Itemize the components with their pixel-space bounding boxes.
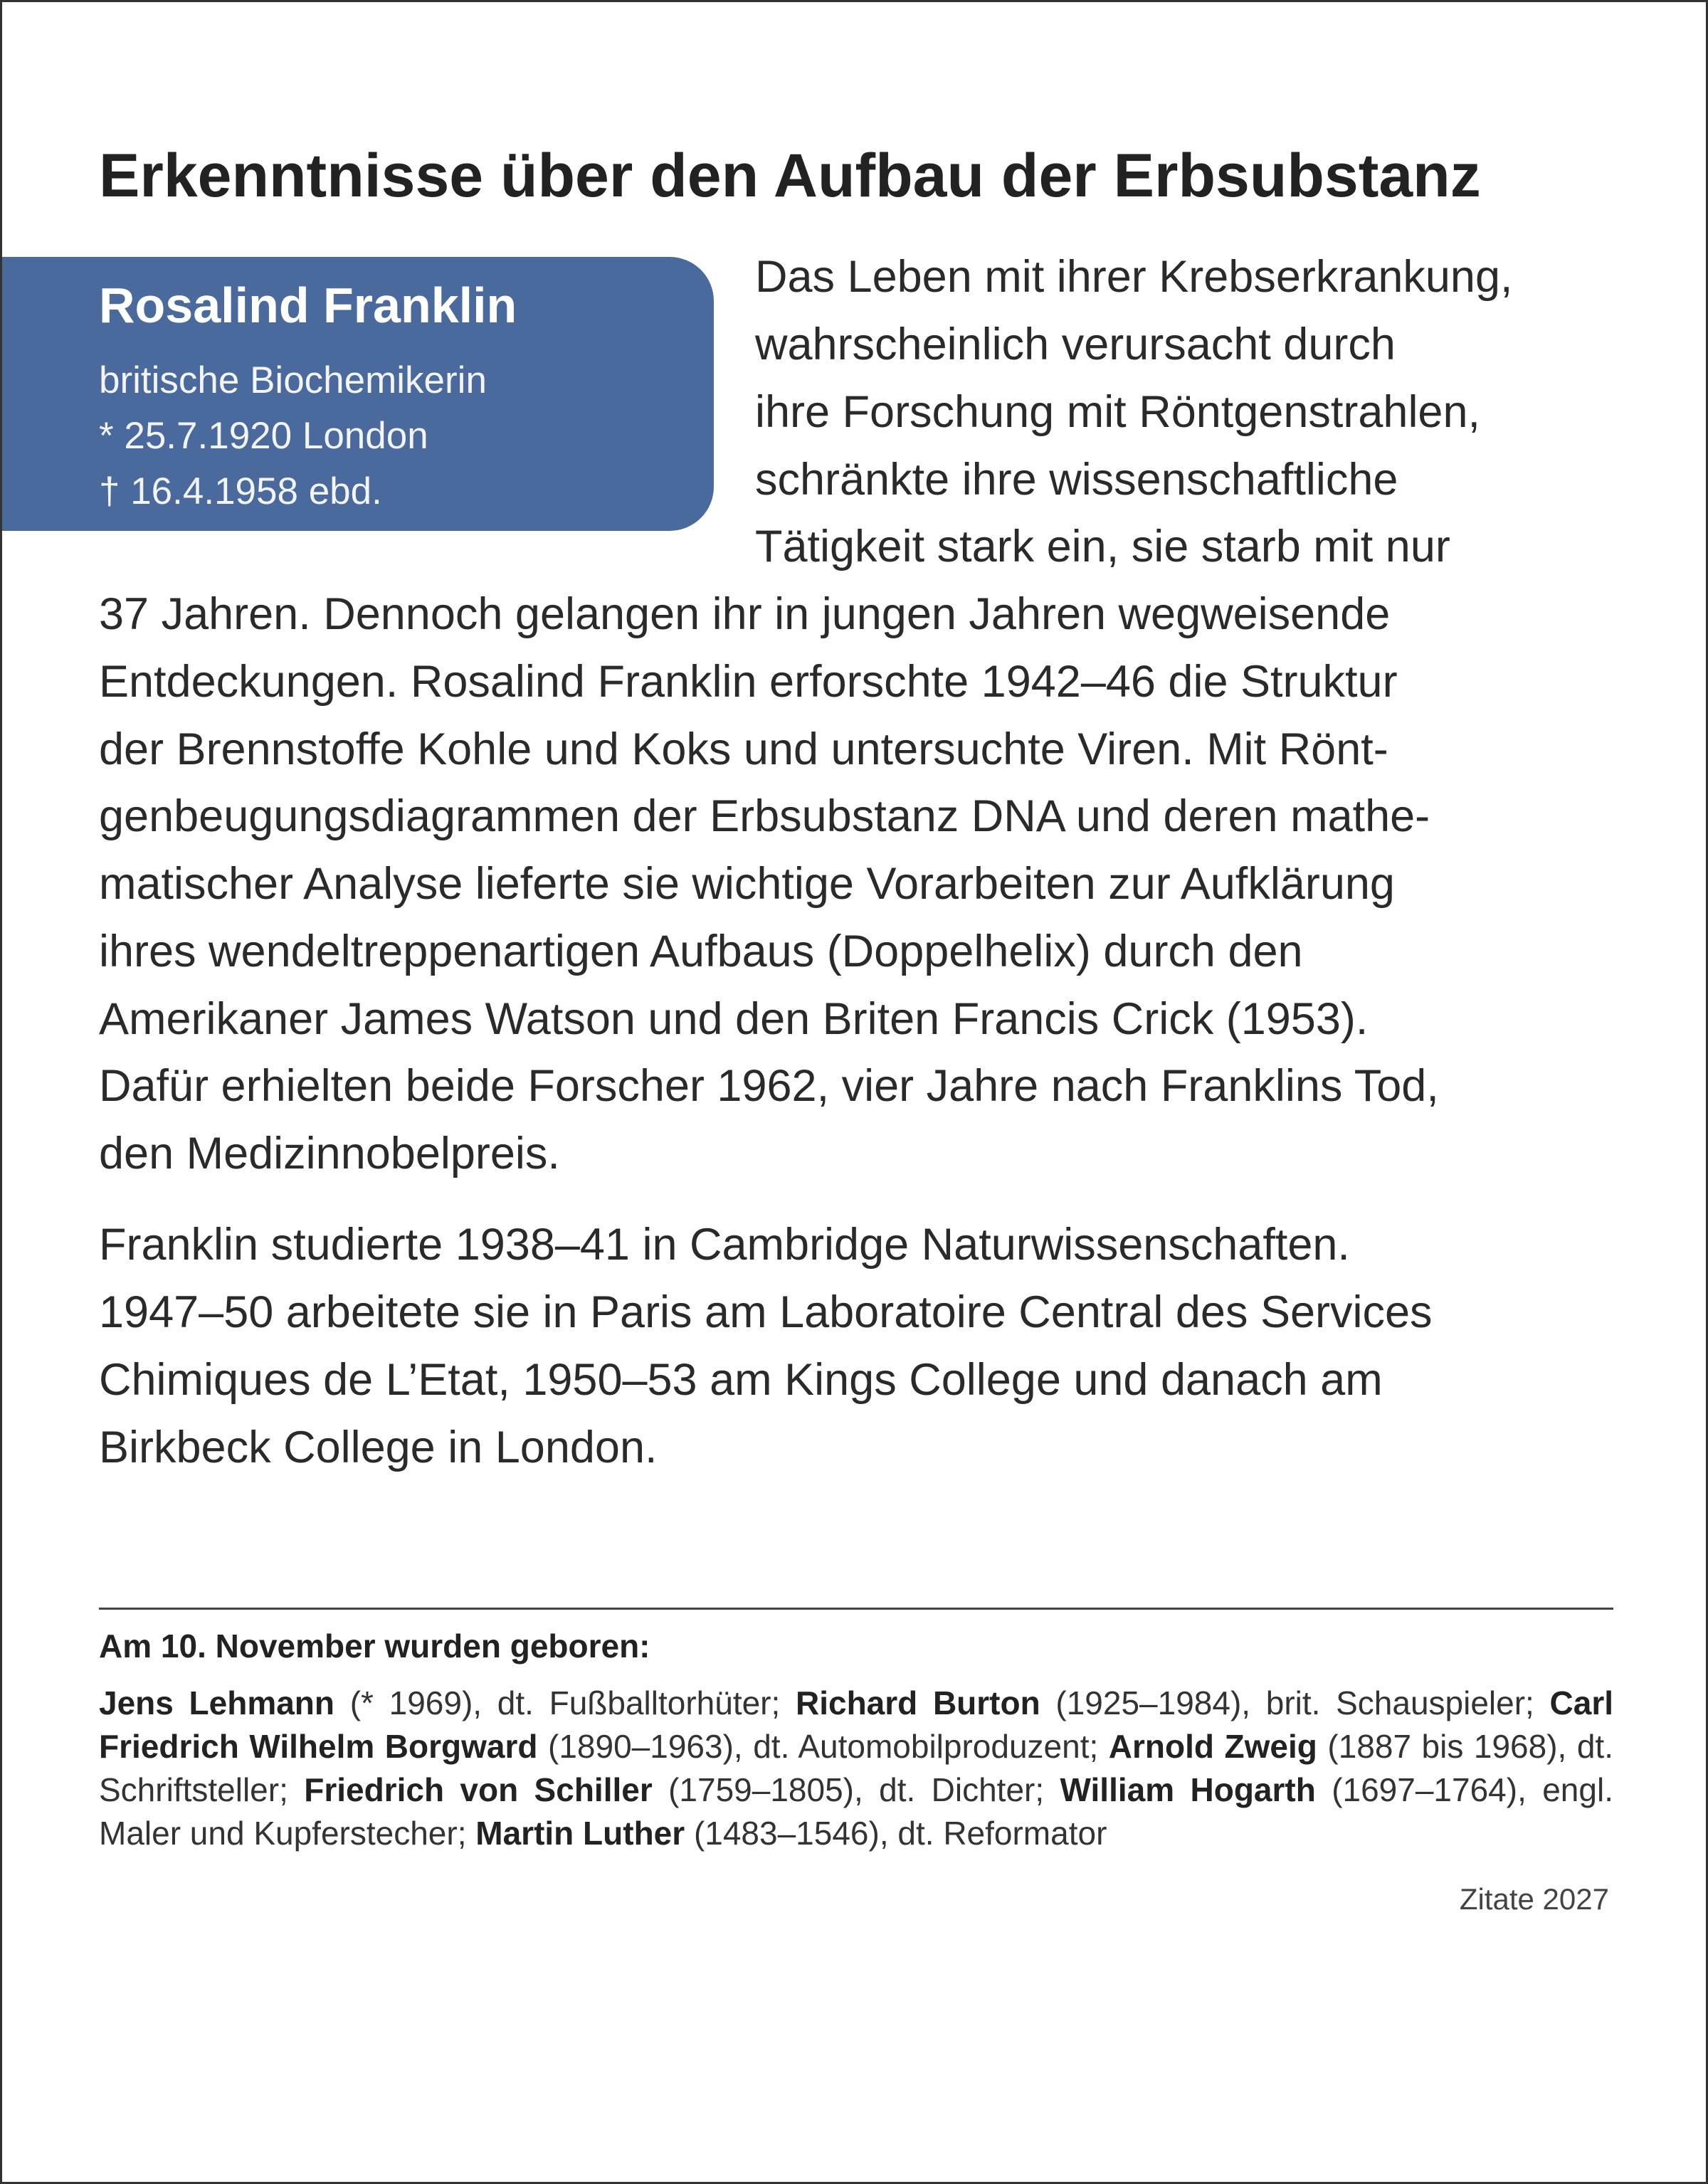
born-name: Jens Lehmann [99, 1684, 335, 1721]
born-info: (1887 bis 1968), dt. Schriftsteller; [99, 1728, 1613, 1808]
born-today-list [99, 1682, 1613, 1855]
body-line: matischer Analyse lieferte sie wichtige Vorarbeiten zur Aufklärung [99, 859, 1395, 909]
body-line: den Medizinnobelpreis. [99, 1129, 560, 1178]
born-name: Arnold Zweig [1108, 1728, 1317, 1765]
body-line: wahrscheinlich verursacht durch [755, 320, 1396, 369]
profile-box [2, 257, 714, 531]
page-title: Erkenntnisse über den Aufbau der Erbsubstanz [99, 142, 1481, 210]
body-line: ihre Forschung mit Röntgenstrahlen, [755, 387, 1481, 437]
body-line: ihres wendeltreppenartigen Aufbaus (Doppelhelix) durch den [99, 927, 1303, 976]
body-line: der Brennstoffe Kohle und Koks und untersuchte Viren. Mit Rönt- [99, 724, 1388, 774]
born-name: Richard Burton [795, 1684, 1040, 1721]
born-name: Carl Friedrich Wilhelm Borgward [99, 1684, 1614, 1765]
born-info: (1697–1764), engl. Maler und Kupferstecher; [99, 1771, 1613, 1852]
born-name: Martin Luther [475, 1815, 685, 1852]
born-info: (* 1969), dt. Fußballtorhüter; [334, 1684, 796, 1721]
born-info: (1759–1805), dt. Dichter; [652, 1771, 1060, 1808]
body-line: schränkte ihre wissenschaftliche [755, 455, 1398, 505]
body-line: Franklin studierte 1938–41 in Cambridge Naturwissenschaften. [99, 1220, 1350, 1270]
body-line: Dafür erhielten beide Forscher 1962, vier Jahre nach Franklins Tod, [99, 1061, 1439, 1111]
born-info: (1890–1963), dt. Automobilproduzent; [537, 1728, 1109, 1765]
born-info: (1925–1984), brit. Schauspieler; [1040, 1684, 1550, 1721]
body-line: Chimiques de L’Etat, 1950–53 am Kings College und danach am [99, 1355, 1383, 1405]
profile-name: Rosalind Franklin [99, 278, 517, 333]
body-line: Tätigkeit stark ein, sie starb mit nur [755, 522, 1450, 571]
profile-occupation: britische Biochemikerin [99, 359, 487, 401]
profile-birth: * 25.7.1920 London [99, 415, 428, 457]
body-line: Entdeckungen. Rosalind Franklin erforschte 1942–46 die Struktur [99, 657, 1398, 707]
born-info: (1483–1546), dt. Reformator [685, 1815, 1107, 1852]
footer-source: Zitate 2027 [1459, 1882, 1609, 1916]
body-line: genbeugungsdiagrammen der Erbsubstanz DNA und deren mathe- [99, 791, 1430, 841]
born-name: William Hogarth [1060, 1771, 1316, 1808]
body-line: Das Leben mit ihrer Krebserkrankung, [755, 252, 1513, 302]
born-today-heading: Am 10. November wurden geboren: [99, 1628, 650, 1665]
body-line: 37 Jahren. Dennoch gelangen ihr in jungen Jahren wegweisende [99, 589, 1391, 639]
body-line: Amerikaner James Watson und den Briten Francis Crick (1953). [99, 994, 1369, 1044]
body-line: 1947–50 arbeitete sie in Paris am Laboratoire Central des Services [99, 1287, 1433, 1337]
profile-death: † 16.4.1958 ebd. [99, 470, 382, 512]
divider [99, 1608, 1613, 1610]
born-name: Friedrich von Schiller [304, 1771, 653, 1808]
body-line: Birkbeck College in London. [99, 1423, 658, 1472]
